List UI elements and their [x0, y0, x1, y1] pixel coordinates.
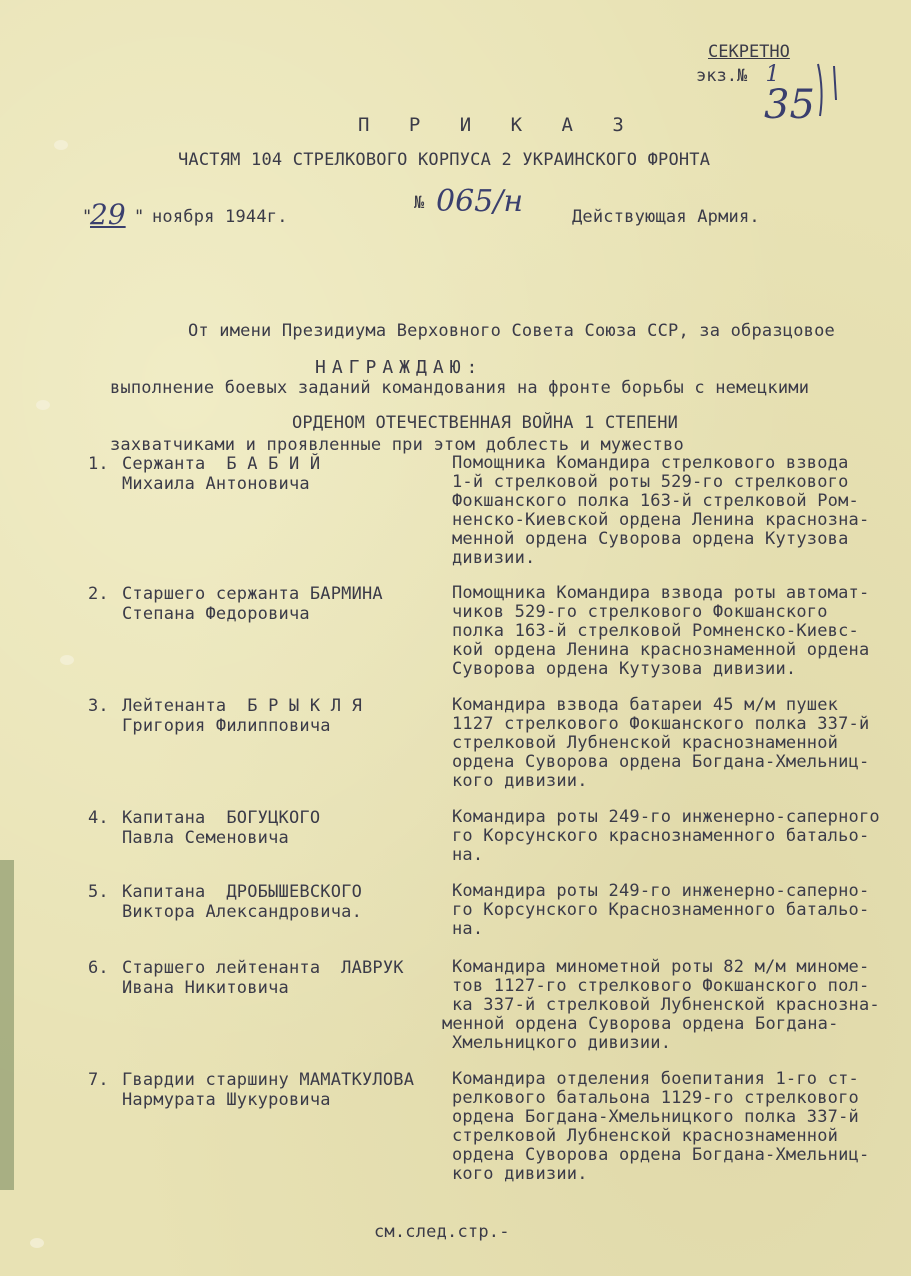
entry-name-line: Старшего сержанта БАРМИНА — [122, 584, 383, 604]
date-day: 29 — [90, 198, 126, 231]
date-month-year: ноября 1944г. — [152, 207, 288, 227]
award-heading: НАГРАЖДАЮ: — [315, 357, 484, 378]
entry-desc-line: Хмельницкого дивизии. — [452, 1033, 672, 1053]
entry-name-line: Михаила Антоновича — [122, 474, 310, 494]
entry-desc-line: Командира роты 249-го инженерно-саперно- — [452, 881, 870, 901]
entry-name-line: Виктора Александровича. — [122, 902, 363, 922]
entry-name-line: Нармурата Шукуровича — [122, 1090, 331, 1110]
handwritten-archive-number: 35 — [764, 82, 815, 128]
secret-label: СЕКРЕТНО — [708, 42, 790, 62]
entry-description — [452, 696, 904, 791]
intro-line: выполнение боевых заданий командования на фронте борьбы с немецкими — [110, 378, 810, 398]
entry-desc-line: го Корсунского Краснознаменного батальо- — [452, 900, 870, 920]
entry-description — [452, 454, 904, 568]
entry-desc-line: Командира отделения боепитания 1-го ст- — [452, 1069, 859, 1089]
secrecy-mark — [696, 42, 790, 87]
entry-number: 1. — [88, 454, 109, 474]
entry-name-line: Гвардии старшину МАМАТКУЛОВА — [122, 1070, 415, 1090]
entry-name-line: Капитана ДРОБЫШЕВСКОГО — [122, 882, 363, 902]
entry-description — [442, 958, 894, 1053]
date-close-quote: " — [134, 207, 145, 227]
order-number-prefix: № — [414, 193, 425, 213]
entry-desc-line: 1-й стрелковой роты 529-го стрелкового — [452, 472, 849, 492]
date-open-quote: " — [82, 207, 93, 227]
entry-desc-line: кой ордена Ленина краснознаменной ордена — [452, 640, 870, 660]
punch-hole — [30, 1238, 44, 1248]
entry-desc-line: дивизии. — [452, 548, 536, 568]
document-title: П Р И К А З — [358, 114, 638, 136]
copy-number: 1 — [765, 62, 780, 87]
entry-desc-line: ордена Богдана-Хмельницкого полка 337-й — [452, 1107, 859, 1127]
location: Действующая Армия. — [572, 207, 760, 227]
entry-desc-line: Суворова ордена Кутузова дивизии. — [452, 659, 797, 679]
entry-desc-line: го Корсунского краснознаменного батальо- — [452, 826, 870, 846]
entry-desc-line: Помощника Командира стрелкового взвода — [452, 453, 849, 473]
entry-desc-line: чиков 529-го стрелкового Фокшанского — [452, 602, 828, 622]
entry-name — [122, 584, 383, 624]
entry-name-line: Сержанта Б А Б И Й — [122, 454, 321, 474]
entry-name-line: Ивана Никитовича — [122, 978, 289, 998]
entry-name-line: Степана Федоровича — [122, 604, 310, 624]
order-number: 065/н — [436, 184, 524, 219]
entry-name — [122, 696, 362, 736]
entry-desc-line: полка 163-й стрелковой Ромненско-Киевс- — [452, 621, 859, 641]
entry-name-line: Капитана БОГУЦКОГО — [122, 808, 321, 828]
entry-desc-line: ордена Суворова ордена Богдана-Хмельниц- — [452, 752, 870, 772]
entry-desc-line: на. — [452, 845, 484, 865]
punch-hole — [54, 140, 68, 150]
entry-desc-line: Командира взвода батареи 45 м/м пушек — [452, 695, 839, 715]
entry-desc-line: ненско-Киевской ордена Ленина краснозна- — [452, 510, 870, 530]
entry-description — [452, 882, 904, 939]
entry-name — [122, 882, 362, 922]
entry-name — [122, 958, 404, 998]
entry-desc-line: стрелковой Лубненской краснознаменной — [452, 1126, 839, 1146]
entry-desc-line: менной ордена Суворова ордена Кутузова — [452, 529, 849, 549]
entry-number: 7. — [88, 1070, 109, 1090]
order-name: ОРДЕНОМ ОТЕЧЕСТВЕННАЯ ВОЙНА 1 СТЕПЕНИ — [292, 413, 679, 433]
entry-description — [452, 584, 904, 679]
continued-note: см.след.стр.- — [374, 1222, 510, 1242]
entry-desc-line: стрелковой Лубненской краснознаменной — [452, 733, 839, 753]
entry-desc-line: ка 337-й стрелковой Лубненской краснозна- — [452, 995, 880, 1015]
entry-desc-line: на. — [452, 919, 484, 939]
entry-desc-line: Командира минометной роты 82 м/м миноме- — [452, 957, 870, 977]
entry-desc-line: менной ордена Суворова ордена Богдана- — [442, 1014, 839, 1034]
entry-number: 6. — [88, 958, 109, 978]
page-edge-strip — [0, 860, 14, 1190]
entry-name — [122, 808, 320, 848]
entry-name-line: Старшего лейтенанта ЛАВРУК — [122, 958, 404, 978]
document-subtitle: ЧАСТЯМ 104 СТРЕЛКОВОГО КОРПУСА 2 УКРАИНСКОГО ФРОНТА — [178, 150, 711, 170]
intro-line: От имени Президиума Верховного Совета Союза ССР, за образцовое — [188, 321, 835, 341]
entry-number: 2. — [88, 584, 109, 604]
entry-desc-line: Помощника Командира взвода роты автомат- — [452, 583, 870, 603]
entry-name — [122, 454, 320, 494]
entry-name-line: Лейтенанта Б Р Ы К Л Я — [122, 696, 363, 716]
entry-desc-line: кого дивизии. — [452, 771, 588, 791]
entry-desc-line: релкового батальона 1129-го стрелкового — [452, 1088, 859, 1108]
entry-description — [452, 1070, 904, 1184]
entry-desc-line: ордена Суворова ордена Богдана-Хмельниц- — [452, 1145, 870, 1165]
entry-name-line: Павла Семеновича — [122, 828, 289, 848]
intro-line: захватчиками и проявленные при этом доблесть и мужество — [110, 435, 684, 455]
entry-desc-line: тов 1127-го стрелкового Фокшанского пол- — [452, 976, 870, 996]
entry-name-line: Григория Филипповича — [122, 716, 331, 736]
punch-hole — [60, 655, 74, 665]
entry-desc-line: 1127 стрелкового Фокшанского полка 337-й — [452, 714, 870, 734]
entry-desc-line: Командира роты 249-го инженерно-саперного — [452, 807, 880, 827]
entry-number: 3. — [88, 696, 109, 716]
copy-label: экз.№ — [696, 66, 748, 86]
entry-desc-line: Фокшанского полка 163-й стрелковой Ром- — [452, 491, 859, 511]
entry-description — [452, 808, 904, 865]
entry-number: 4. — [88, 808, 109, 828]
entry-number: 5. — [88, 882, 109, 902]
handwritten-stroke — [812, 60, 842, 120]
entry-desc-line: кого дивизии. — [452, 1164, 588, 1184]
punch-hole — [36, 400, 50, 410]
entry-name — [122, 1070, 414, 1110]
